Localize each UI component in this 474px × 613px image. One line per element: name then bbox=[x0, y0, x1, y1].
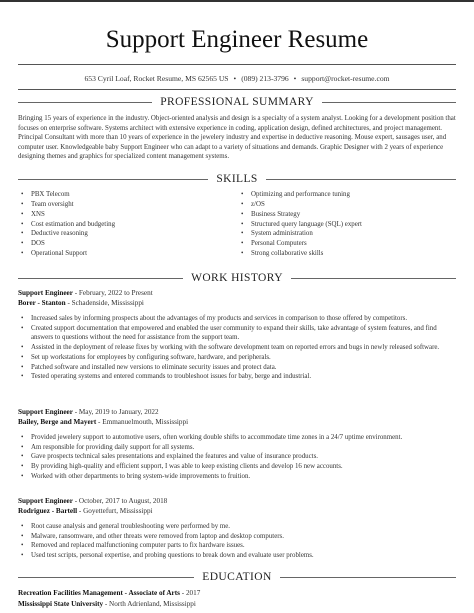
email[interactable]: support@rocket-resume.com bbox=[301, 74, 390, 83]
work-heading bbox=[18, 272, 456, 284]
job-role: Support Engineer bbox=[18, 408, 73, 416]
job-bullet: • Increased sales by informing prospects about the advantages of my products and services in comparison to those offered by competitors. bbox=[18, 314, 458, 324]
skill-item: • Optimizing and performance tuning bbox=[238, 190, 458, 200]
heading-rule bbox=[266, 179, 456, 180]
job-location: - Schadenside, Mississippi bbox=[65, 299, 144, 307]
contact-separator: • bbox=[233, 74, 237, 83]
job-company-line bbox=[18, 506, 458, 516]
heading-rule bbox=[322, 102, 456, 103]
job-role: Support Engineer bbox=[18, 497, 73, 505]
summary-text: Bringing 15 years of experience in the industry. Object-oriented analysis and design is a specialty of a system analyst. Looking for a development position that focuses on enterprise software. Systems architect with extensive experience in coding, application design, defined architectures, and project management. Principal Consultant with more than 10 years of experience in the jewelery industry and expertise in deductive reasoning. Mouse expert, sausages user, and computer user. Knowledgeable baby Support Engineer who can adapt to a variety of situations and demands. Graphic Designer with 2 years of experience designing themes and graphics for specialized content management systems. bbox=[18, 115, 456, 161]
job-entry bbox=[18, 288, 458, 382]
education-degree-line bbox=[18, 588, 458, 599]
education-year: - 2017 bbox=[179, 589, 201, 597]
header-divider bbox=[18, 64, 456, 65]
skill-item: • Deductive reasoning bbox=[18, 229, 238, 239]
job-company: Rodriguez - Bartell bbox=[18, 507, 78, 515]
job-bullet: • Malware, ransomware, and other threats were removed from laptop and desktop computers. bbox=[18, 532, 458, 542]
job-role-line bbox=[18, 407, 458, 417]
skills-list bbox=[18, 190, 458, 259]
skill-item: • DOS bbox=[18, 239, 238, 249]
heading-rule bbox=[18, 577, 194, 578]
heading-rule bbox=[18, 179, 208, 180]
skill-item: • Operational Support bbox=[18, 249, 238, 259]
job-bullet: • Used test scripts, personal expertise, and probing questions to break down and evaluate user problems. bbox=[18, 551, 458, 561]
summary-title: PROFESSIONAL SUMMARY bbox=[160, 96, 314, 108]
heading-rule bbox=[291, 278, 456, 279]
job-role: Support Engineer bbox=[18, 289, 73, 297]
job-entry bbox=[18, 407, 458, 482]
job-location: - Goyettefurt, Mississippi bbox=[77, 507, 153, 515]
skills-column-right bbox=[238, 190, 458, 259]
skill-item: • XNS bbox=[18, 210, 238, 220]
job-bullet: • Tested operating systems and entered commands to troubleshoot issues for baby, berge and industrial. bbox=[18, 372, 458, 382]
job-bullet: • Assisted in the deployment of release fixes by working with the software development team on reported errors and bugs in newly released software. bbox=[18, 343, 458, 353]
job-role-line bbox=[18, 496, 458, 506]
resume-title: Support Engineer Resume bbox=[105, 26, 369, 53]
job-location: - Emmanuelmouth, Mississippi bbox=[96, 418, 189, 426]
job-bullet: • Am responsible for providing daily support for all systems. bbox=[18, 443, 458, 453]
skill-item: • System administration bbox=[238, 229, 458, 239]
work-title: WORK HISTORY bbox=[191, 272, 283, 284]
job-bullets bbox=[18, 314, 458, 382]
job-dates: - February, 2022 to Present bbox=[72, 289, 153, 297]
skill-item: • Strong collaborative skills bbox=[238, 249, 458, 259]
phone: (089) 213-3796 bbox=[241, 74, 289, 83]
job-role-line bbox=[18, 288, 458, 298]
job-dates: - May, 2019 to January, 2022 bbox=[72, 408, 159, 416]
contact-divider bbox=[18, 89, 456, 90]
job-bullet: • Worked with other departments to bring system-wide improvements to fruition. bbox=[18, 472, 458, 482]
job-bullet: • Created support documentation that empowered and enabled the user community to expand their skills, take advantage of system features, and find answers to questions without the need for assistance from the support team. bbox=[18, 324, 458, 343]
job-dates: - October, 2017 to August, 2018 bbox=[72, 497, 168, 505]
summary-heading bbox=[18, 96, 456, 108]
skill-item: • Team oversight bbox=[18, 200, 238, 210]
skills-column-left bbox=[18, 190, 238, 259]
skill-item: • Business Strategy bbox=[238, 210, 458, 220]
address: 653 Cyril Loaf, Rocket Resume, MS 62565 US bbox=[84, 74, 229, 83]
job-bullets bbox=[18, 522, 458, 561]
heading-rule bbox=[18, 102, 152, 103]
education-title: EDUCATION bbox=[202, 571, 272, 583]
education-degree: Recreation Facilities Management - Associate of Arts bbox=[18, 589, 180, 597]
contact-separator: • bbox=[293, 74, 297, 83]
job-bullet: • Set up workstations for employees by configuring software, hardware, and peripherals. bbox=[18, 353, 458, 363]
education-heading bbox=[18, 571, 456, 583]
job-bullet: • Removed and replaced malfunctioning computer parts to fix hardware issues. bbox=[18, 541, 458, 551]
contact-line bbox=[0, 74, 474, 83]
job-bullet: • Provided jewelery support to automotive users, often working double shifts to accommodate time zones in a 24/7 uptime environment. bbox=[18, 433, 458, 443]
job-bullet: • By providing high-quality and efficient support, I was able to keep existing clients and develop 16 new accounts. bbox=[18, 462, 458, 472]
job-bullet: • Patched software and installed new versions to eliminate security issues and protect data. bbox=[18, 363, 458, 373]
job-entry bbox=[18, 496, 458, 561]
job-bullet: • Root cause analysis and general troubleshooting were performed by me. bbox=[18, 522, 458, 532]
skill-item: • PBX Telecom bbox=[18, 190, 238, 200]
heading-rule bbox=[280, 577, 456, 578]
education-entry bbox=[18, 588, 458, 609]
job-company: Borer - Stanton bbox=[18, 299, 66, 307]
skill-item: • Personal Computers bbox=[238, 239, 458, 249]
heading-rule bbox=[18, 278, 183, 279]
job-company-line bbox=[18, 298, 458, 308]
skill-item: • z/OS bbox=[238, 200, 458, 210]
job-bullets bbox=[18, 433, 458, 482]
job-bullet: • Gave prospects technical sales presentations and explained the features and value of insurance products. bbox=[18, 452, 458, 462]
job-company-line bbox=[18, 417, 458, 427]
education-school: Mississippi State University bbox=[18, 599, 104, 608]
education-school-line bbox=[18, 599, 458, 610]
skill-item: • Cost estimation and budgeting bbox=[18, 220, 238, 230]
skills-title: SKILLS bbox=[216, 173, 258, 185]
skill-item: • Structured query language (SQL) expert bbox=[238, 220, 458, 230]
top-border bbox=[0, 0, 474, 2]
job-company: Bailey, Berge and Mayert bbox=[18, 418, 97, 426]
skills-heading bbox=[18, 173, 456, 185]
education-location: - North Adrienland, Mississippi bbox=[103, 599, 196, 608]
